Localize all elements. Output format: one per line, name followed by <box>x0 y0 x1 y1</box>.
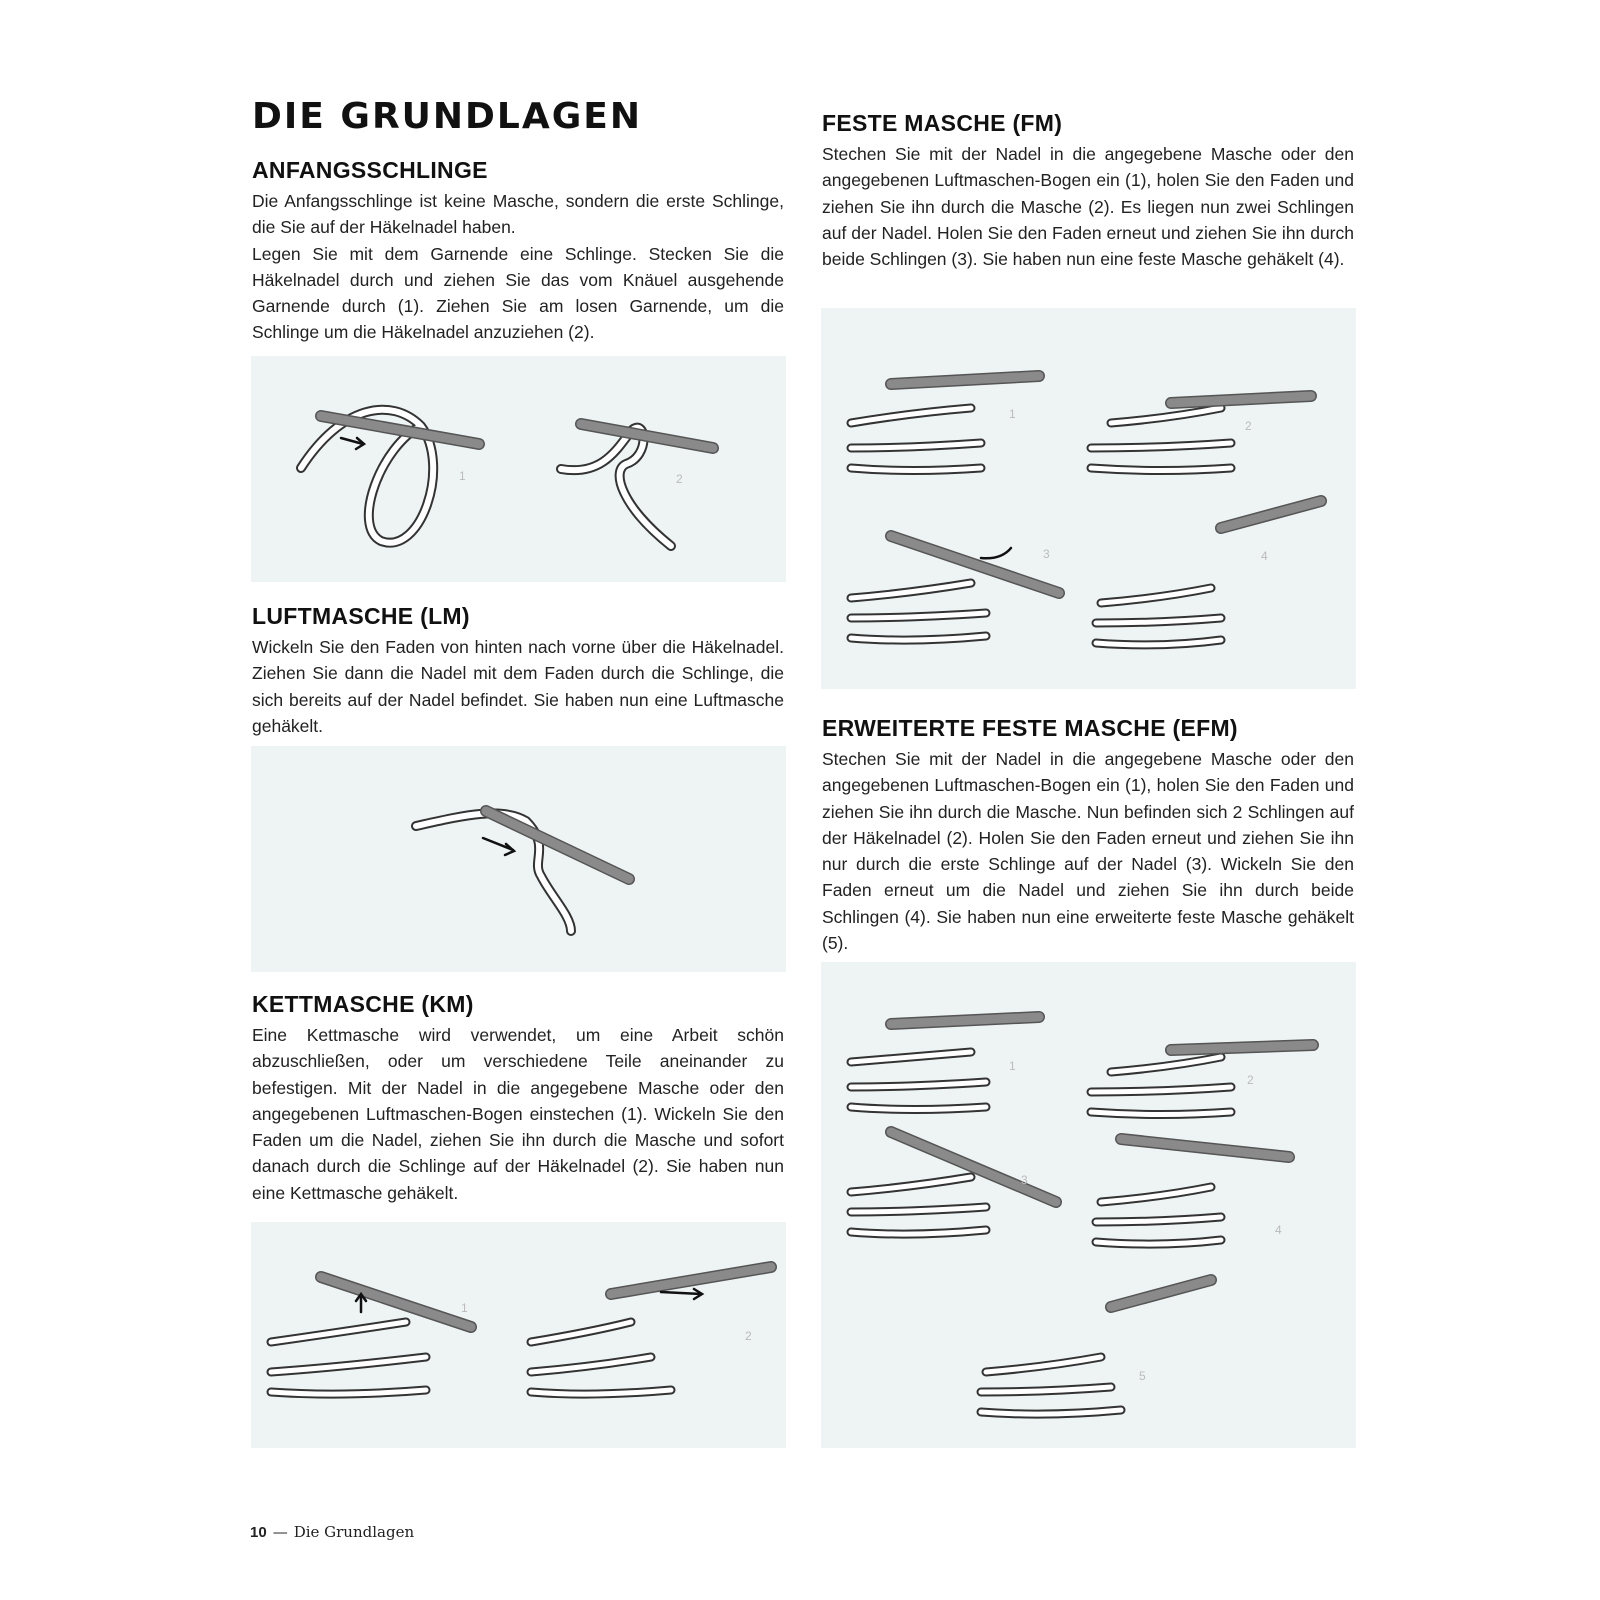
section-anfangsschlinge <box>252 158 784 346</box>
paragraph: Wickeln Sie den Faden von hinten nach vorne über die Häkelnadel. Ziehen Sie dann die Nadel mit dem Faden durch die Schlinge, die sich bereits auf der Nadel befindet. Sie haben nun eine Luftmasche gehäkelt. <box>252 637 784 736</box>
section-heading: FESTE MASCHE (FM) <box>822 110 1063 136</box>
section-feste-masche <box>822 111 1354 272</box>
page-number: 10 <box>250 1524 267 1541</box>
paragraph: Stechen Sie mit der Nadel in die angegebene Masche oder den angegebenen Luftmaschen-Bogen ein (1), holen Sie den Faden und ziehen Sie ihn durch die Masche (2). Es liegen nun zwei Schlingen auf der Nadel. Holen Sie den Faden erneut und ziehen Sie ihn durch beide Schlingen (3). Sie haben nun eine feste Masche gehäkelt (4). <box>822 144 1354 270</box>
paragraph: Eine Kettmasche wird verwendet, um eine Arbeit schön abzuschließen, oder um verschiedene Teile aneinander zu befestigen. Mit der Nadel in die angegebene Masche oder den angegebenen Luftmaschen-Bogen einstechen (1). Wickeln Sie den Faden um die Nadel, ziehen Sie ihn durch die Masche und sofort danach durch die Schlinge auf der Häkelnadel (2). Sie haben nun eine Kettmasche gehäkelt. <box>252 1025 784 1203</box>
single-crochet-illustration <box>821 308 1356 689</box>
paragraph: Legen Sie mit dem Garnende eine Schlinge. Stecken Sie die Häkelnadel durch und ziehen Sie das vom Knäuel ausgehende Garnende durch (1). Ziehen Sie am losen Garnende, um die Schlinge um die Häkelnadel anzuziehen (2). <box>252 243 784 343</box>
paragraph: Die Anfangsschlinge ist keine Masche, sondern die erste Schlinge, die Sie auf der Häkelnadel haben. <box>252 191 784 238</box>
step-label: 4 <box>1275 1223 1282 1237</box>
section-heading: ERWEITERTE FESTE MASCHE (EFM) <box>822 715 1238 741</box>
step-label: 5 <box>1139 1369 1146 1383</box>
step-label: 3 <box>1021 1173 1028 1187</box>
step-label: 1 <box>461 1301 468 1315</box>
illustration-anfangsschlinge <box>251 356 786 582</box>
step-label: 2 <box>676 472 683 486</box>
footer-separator: — <box>272 1523 288 1541</box>
illustration-kettmasche <box>251 1222 786 1448</box>
illustration-luftmasche <box>251 746 786 972</box>
section-heading: KETTMASCHE (KM) <box>252 991 474 1017</box>
footer-chapter: Die Grundlagen <box>293 1523 415 1541</box>
step-label: 3 <box>1043 547 1050 561</box>
extended-single-crochet-illustration <box>821 962 1356 1448</box>
section-heading: LUFTMASCHE (LM) <box>252 603 470 629</box>
step-label: 2 <box>1245 419 1252 433</box>
slip-knot-illustration <box>251 356 786 582</box>
paragraph: Stechen Sie mit der Nadel in die angegebene Masche oder den angegebenen Luftmaschen-Bogen ein (1), holen Sie den Faden und ziehen Sie ihn durch die Masche. Nun befinden sich 2 Schlingen auf der Häkelnadel (2). Holen Sie den Faden erneut und ziehen Sie ihn nur durch die erste Schlinge auf der Nadel (3). Wickeln Sie den Faden erneut um die Nadel und ziehen Sie ihn durch beide Schlingen (4). Sie haben nun eine erweiterte feste Masche gehäkelt (5). <box>822 749 1354 954</box>
step-label: 4 <box>1261 549 1268 563</box>
page-title: DIE GRUNDLAGEN <box>252 96 642 137</box>
section-erweiterte-feste-masche <box>822 716 1354 956</box>
section-heading: ANFANGSSCHLINGE <box>252 157 488 183</box>
illustration-feste-masche <box>821 308 1356 689</box>
illustration-erweiterte-feste-masche <box>821 962 1356 1448</box>
step-label: 1 <box>1009 1059 1016 1073</box>
step-label: 2 <box>1247 1073 1254 1087</box>
step-label: 2 <box>745 1329 752 1343</box>
chain-stitch-illustration <box>251 746 786 972</box>
section-kettmasche <box>252 992 784 1206</box>
section-luftmasche <box>252 604 784 739</box>
step-label: 1 <box>1009 407 1016 421</box>
page-footer <box>250 1523 414 1541</box>
slip-stitch-illustration <box>251 1222 786 1448</box>
step-label: 1 <box>459 469 466 483</box>
